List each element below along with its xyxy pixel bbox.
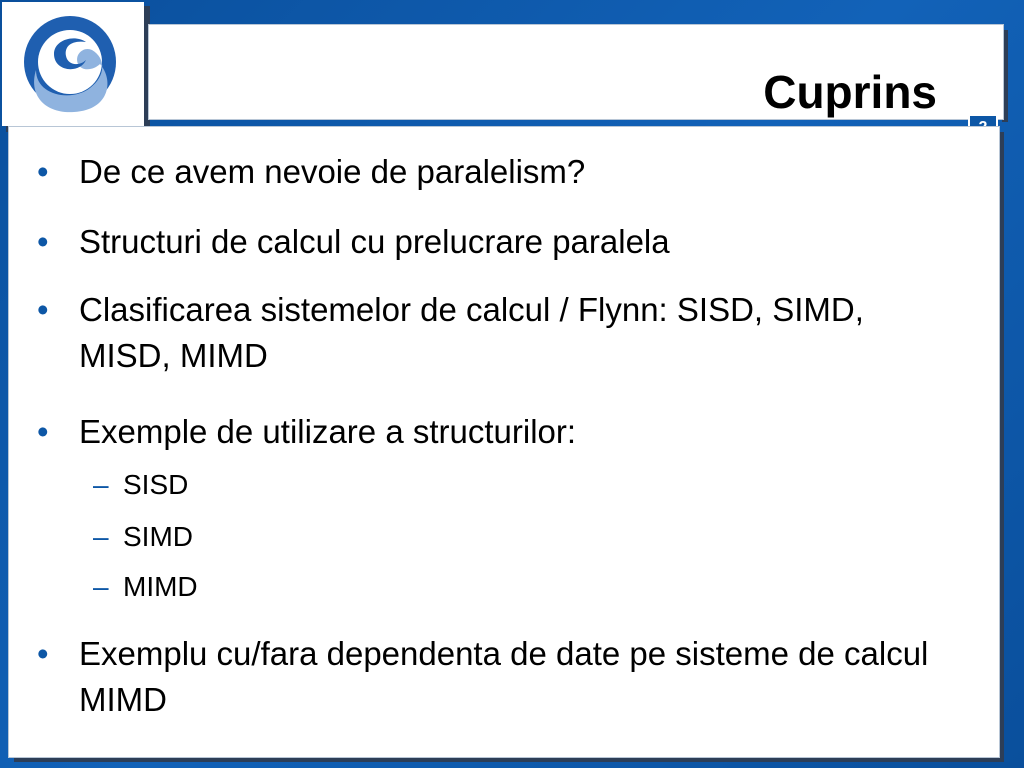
title-bar xyxy=(148,24,1004,120)
logo-panel xyxy=(2,2,144,126)
sub-bullet-text: SISD xyxy=(123,469,189,500)
sub-bullet-item xyxy=(93,519,193,555)
bullet-item xyxy=(37,631,957,723)
content-panel xyxy=(8,126,1000,758)
sub-bullet-item xyxy=(93,569,198,605)
bullet-dot-icon: • xyxy=(37,223,49,260)
bullet-dot-icon: • xyxy=(37,153,49,190)
bullet-dot-icon: • xyxy=(37,291,49,328)
bullet-item xyxy=(37,219,967,265)
bullet-item xyxy=(37,149,967,195)
bullet-text: Exemplu cu/fara dependenta de date pe sisteme de calcul MIMD xyxy=(79,635,929,718)
bullet-item xyxy=(37,409,967,455)
s-swirl-logo-icon xyxy=(14,10,132,118)
bullet-dot-icon: • xyxy=(37,413,49,450)
bullet-text: Exemple de utilizare a structurilor: xyxy=(79,413,577,450)
slide-title: Cuprins xyxy=(763,66,937,118)
bullet-text: De ce avem nevoie de paralelism? xyxy=(79,153,586,190)
sub-bullet-text: SIMD xyxy=(123,521,193,552)
dash-icon: – xyxy=(93,571,109,602)
bullet-text: Structuri de calcul cu prelucrare paralela xyxy=(79,223,670,260)
bullet-item xyxy=(37,287,937,379)
bullet-text: Clasificarea sistemelor de calcul / Flynn: SISD, SIMD, MISD, MIMD xyxy=(79,291,864,374)
sub-bullet-item xyxy=(93,467,188,503)
dash-icon: – xyxy=(93,469,109,500)
bullet-dot-icon: • xyxy=(37,635,49,672)
sub-bullet-text: MIMD xyxy=(123,571,198,602)
dash-icon: – xyxy=(93,521,109,552)
